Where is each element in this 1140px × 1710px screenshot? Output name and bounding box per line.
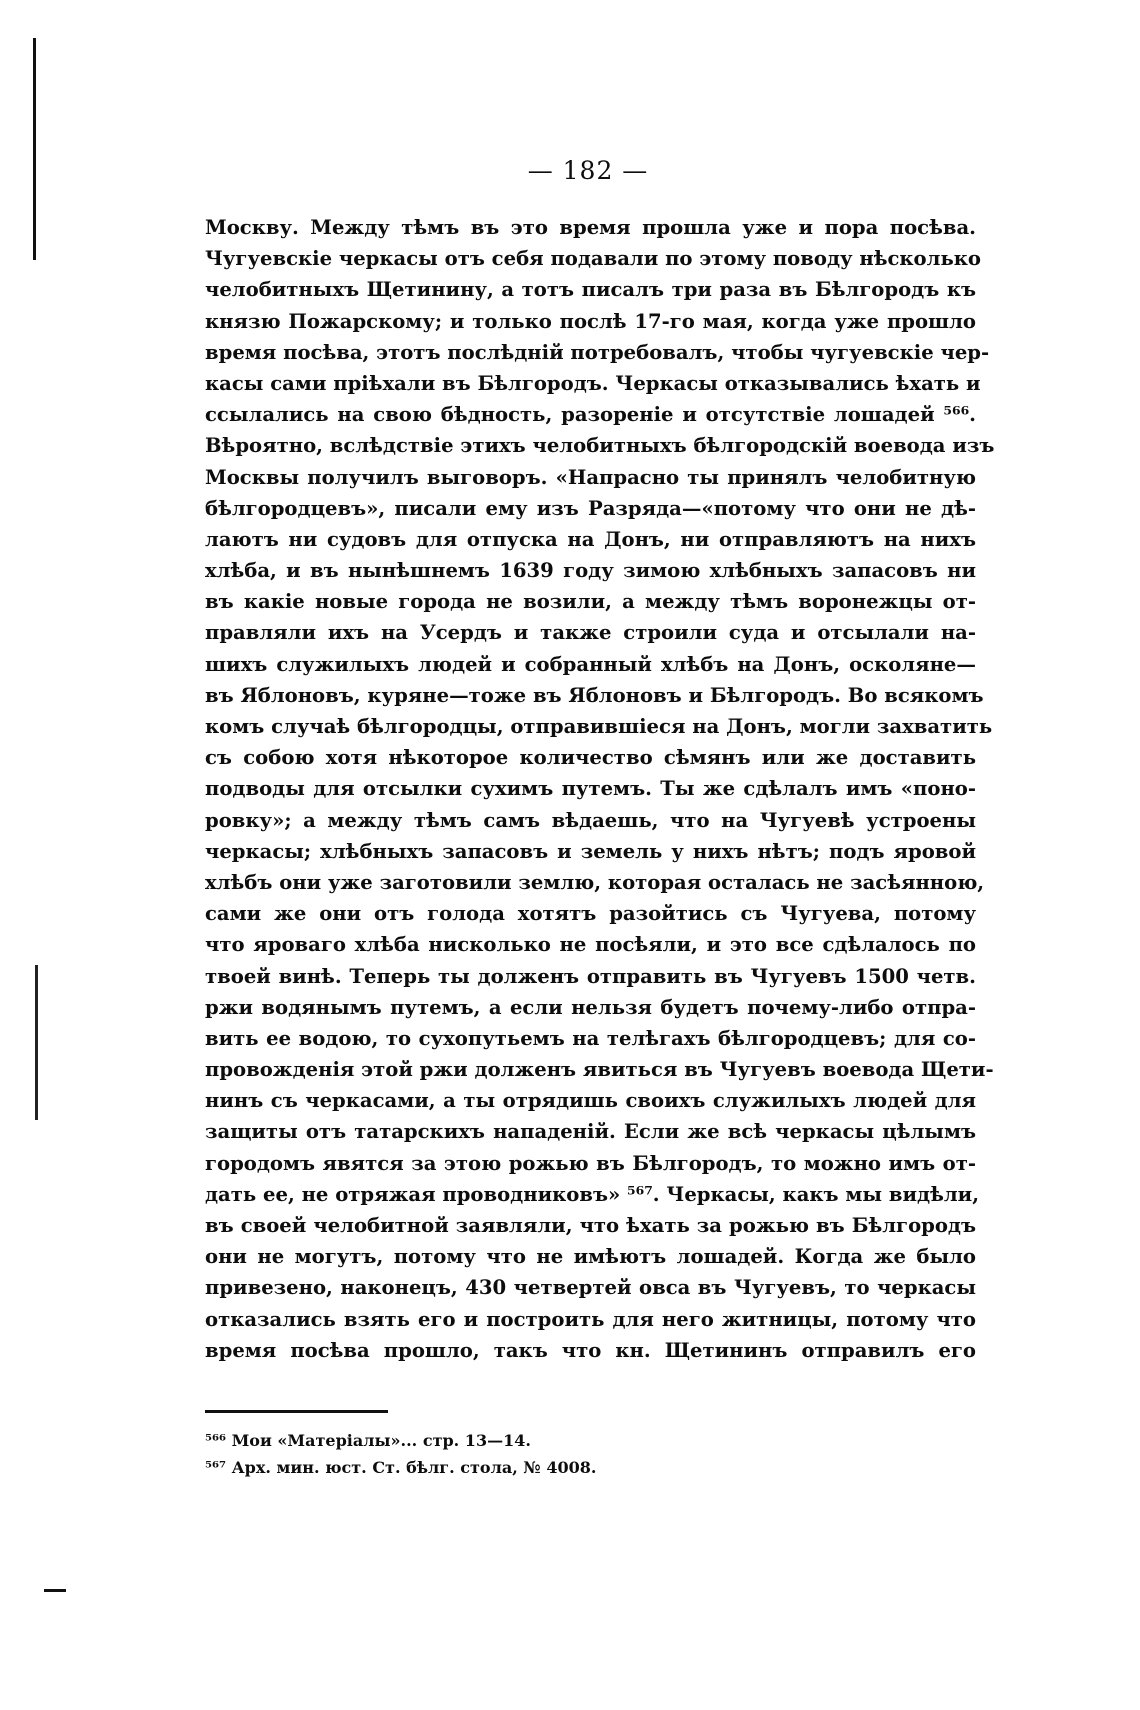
text-line: правляли ихъ на Усердъ и также строили суда и отсылали на- [205, 621, 976, 645]
text-line: Москву. Между тѣмъ въ это время прошла уже и пора посѣва. [205, 216, 976, 239]
text-line: шихъ служилыхъ людей и собранный хлѣбъ на Донъ, осколяне— [205, 652, 976, 676]
text-line: Чугуевскіе черкасы отъ себя подавали по этому поводу нѣсколько [205, 247, 981, 271]
text-line: ровку»; а между тѣмъ самъ вѣдаешь, что на Чугуевѣ устроены [205, 808, 976, 832]
text-line: въ какіе новые города не возили, а между тѣмъ воронежцы от- [205, 590, 976, 614]
text-line: черкасы; хлѣбныхъ запасовъ и земель у нихъ нѣтъ; подъ яровой [205, 839, 976, 863]
text-line: отказались взять его и построить для него житницы, потому что [205, 1307, 976, 1331]
text-line: время посѣва прошло, такъ что кн. Щетининъ отправилъ его [205, 1338, 976, 1362]
text-line: въ своей челобитной заявляли, что ѣхать за рожью въ Бѣлгородъ [205, 1214, 976, 1237]
text-line: сами же они отъ голода хотятъ разойтись съ Чугуева, потому [205, 902, 976, 926]
scan-edge-mark [35, 965, 38, 1120]
text-line: привезено, наконецъ, 430 четвертей овса въ Чугуевъ, то черкасы [205, 1276, 976, 1300]
text-line: твоей винѣ. Теперь ты долженъ отправить въ Чугуевъ 1500 четв. [205, 964, 976, 988]
scan-dash-mark [44, 1589, 66, 1592]
text-line: хлѣбъ они уже заготовили землю, которая осталась не засѣянною, [205, 870, 985, 894]
text-line: касы сами пріѣхали въ Бѣлгородъ. Черкасы отказывались ѣхать и [205, 371, 981, 395]
text-line: подводы для отсылки сухимъ путемъ. Ты же сдѣлалъ имъ «поно- [205, 777, 976, 801]
body-text [205, 212, 995, 1366]
text-line: челобитныхъ Щетинину, а тотъ писалъ три раза въ Бѣлгородъ къ [205, 278, 976, 302]
text-line: городомъ явятся за этою рожью въ Бѣлгородъ, то можно имъ от- [205, 1151, 976, 1175]
page-number: — 182 — [527, 156, 649, 185]
text-line: они не могутъ, потому что не имѣютъ лошадей. Когда же было [205, 1245, 976, 1269]
text-line: хлѣба, и въ нынѣшнемъ 1639 году зимою хлѣбныхъ запасовъ ни [205, 559, 976, 583]
text-line: ржи водянымъ путемъ, а если нельзя будетъ почему-либо отпра- [205, 995, 976, 1019]
text-line: лаютъ ни судовъ для отпуска на Донъ, ни отправляютъ на нихъ [205, 527, 976, 551]
footnotes [205, 1427, 805, 1481]
text-line: комъ случаѣ бѣлгородцы, отправившіеся на Донъ, могли захватить [205, 715, 993, 738]
text-line: дать ее, не отряжая проводниковъ» ⁵⁶⁷. Черкасы, какъ мы видѣли, [205, 1182, 980, 1206]
text-line: Москвы получилъ выговоръ. «Напрасно ты принялъ челобитную [205, 465, 976, 489]
text-line: вить ее водою, то сухопутьемъ на телѣгахъ бѣлгородцевъ; для со- [205, 1026, 976, 1050]
text-line: что яроваго хлѣба нисколько не посѣяли, и это все сдѣлалось по [205, 933, 976, 957]
footnote-rule [205, 1410, 388, 1413]
text-line: князю Пожарскому; и только послѣ 17-го мая, когда уже прошло [205, 309, 976, 333]
footnote: ⁵⁶⁷ Арх. мин. юст. Ст. бѣлг. стола, № 4008. [205, 1458, 597, 1477]
scan-edge-mark [33, 38, 36, 260]
text-line: защиты отъ татарскихъ нападеній. Если же всѣ черкасы цѣлымъ [205, 1120, 976, 1144]
text-line: провожденія этой ржи долженъ явиться въ Чугуевъ воевода Щети- [205, 1058, 994, 1082]
text-line: ссылались на свою бѣдность, разореніе и отсутствіе лошадей ⁵⁶⁶. [205, 403, 976, 427]
text-line: нинъ съ черкасами, а ты отрядишь своихъ служилыхъ людей для [205, 1089, 976, 1113]
text-line: время посѣва, этотъ послѣдній потребовалъ, чтобы чугуевскіе чер- [205, 340, 990, 364]
text-line: съ собою хотя нѣкоторое количество сѣмянъ или же доставить [205, 746, 976, 770]
text-line: въ Яблоновъ, куряне—тоже въ Яблоновъ и Бѣлгородъ. Во всякомъ [205, 683, 984, 707]
text-line: бѣлгородцевъ», писали ему изъ Разряда—«потому что они не дѣ- [205, 496, 976, 520]
footnote: ⁵⁶⁶ Мои «Матеріалы»... стр. 13—14. [205, 1431, 531, 1450]
text-line: Вѣроятно, вслѣдствіе этихъ челобитныхъ бѣлгородскій воевода изъ [205, 434, 995, 458]
